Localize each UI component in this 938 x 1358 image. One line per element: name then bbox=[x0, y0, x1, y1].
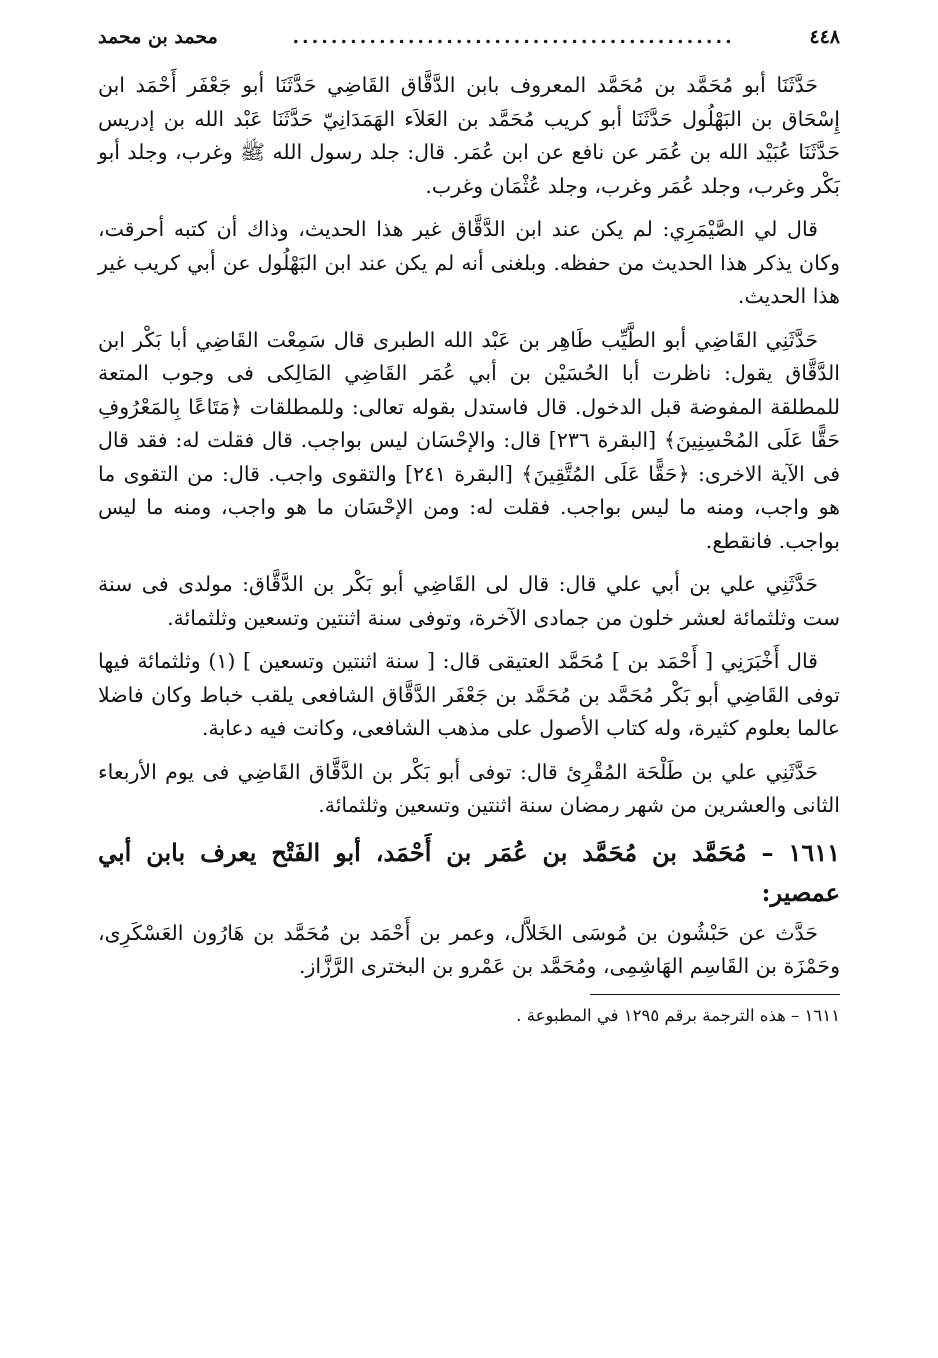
running-title: محمد بن محمد bbox=[98, 26, 218, 48]
paragraph-saymari-note: قال لي الصَّيْمَرِي: لم يكن عند ابن الدَّقَّاق غير هذا الحديث، وذاك أن كتبه أحرقت، وكان يذكر هذا الحديث من حفظه. وبلغنى أنه لم يكن عند ابن البَهْلُول عن أبي كريب غير هذا الحديث. bbox=[98, 217, 840, 308]
footnote-divider bbox=[590, 994, 840, 995]
footnote: ١٦١١ – هذه الترجمة برقم ١٢٩٥ في المطبوعة . bbox=[516, 1005, 840, 1025]
paragraph-death-date: حَدَّثَنِي علي بن طَلْحَة المُقْرِئ قال: توفى أبو بَكْر بن الدَّقَّاق القَاضِي فى يوم الأربعاء الثانى والعشرين من شهر رمضان سنة اثنتين وتسعين وثلثمائة. bbox=[98, 759, 840, 817]
paragraph-hadith-chain: حَدَّثَنَا أبو مُحَمَّد بن مُحَمَّد المعروف بابن الدَّقَّاق القَاضِي حَدَّثَنَا أبو جَعْفَر أَحْمَد ابن إِسْحَاق بن البَهْلُول حَدَّثَنَا أبو كريب مُحَمَّد بن العَلاَء الهَمَدَانِيّ حَدَّثَنَا عَبْد الله بن إدريس حَدَّثَنَا عُبَيْد الله بن عُمَر عن نافع عن ابن عُمَر. قال: جلد رسول الله ﷺ وغرب، وجلد أبو بَكْر وغرب، وجلد عُمَر وغرب، وجلد عُثْمَان وغرب. bbox=[98, 73, 840, 198]
page-number: ٤٤٨ bbox=[809, 26, 840, 48]
paragraph-debate: حَدَّثَنِي القَاضِي أبو الطَّيِّب طَاهِر بن عَبْد الله الطبرى قال سَمِعْت القَاضِي أبا بَكْر ابن الدَّقَّاق يقول: ناظرت أبا الحُسَيْن بن أبي عُمَر القَاضِي المَالِكى فى وجوب المتعة للمطلقة المفوضة قبل الدخول. قال فاستدل بقوله تعالى: وللمطلقات ﴿مَتَاعًا بِالمَعْرُوفِ حَقًّا عَلَى المُحْسِنِينَ﴾ [البقرة ٢٣٦] قال: والإحْسَان ليس بواجب. قال فقلت له: فقد قال فى الآية الاخرى: ﴿حَقًّا عَلَى المُتَّقِينَ﴾ [البقرة ٢٤١] والتقوى واجب. قال: من التقوى ما هو واجب، ومنه ما ليس بواجب. فقلت له: ومن الإحْسَان ما هو واجب، ومنه ما ليس بواجب. فانقطع. bbox=[98, 327, 841, 553]
entry-heading: ١٦١١ – مُحَمَّد بن مُحَمَّد بن عُمَر بن أَحْمَد، أبو الفَتْح يعرف بابن أبي عمصير: bbox=[98, 837, 840, 907]
entry-text: حَدَّث عن حَبْشُون بن مُوسَى الخَلاَّل، وعمر بن أَحْمَد بن مُحَمَّد بن هَارُون العَسْكَرِى، وحَمْزَة بن القَاسِم الهَاشِمِى، ومُحَمَّد بن عَمْرو بن البخترى الرَّزَّاز. bbox=[98, 920, 840, 978]
header-leader-dots: .............................................. bbox=[292, 26, 735, 48]
paragraph-birth-date: حَدَّثَنِي علي بن أبي علي قال: قال لى القَاضِي أبو بَكْر بن الدَّقَّاق: مولدى فى سنة ست وثلثمائة لعشر خلون من جمادى الآخرة، وتوفى سنة اثنتين وتسعين وثلثمائة. bbox=[98, 572, 840, 630]
page-header bbox=[98, 26, 840, 57]
paragraph-death-report: قال أَخْبَرَنِي [ أَحْمَد بن ] مُحَمَّد العتيقى قال: [ سنة اثنتين وتسعين ] (١) وثلثمائة فيها توفى القَاضِي أبو بَكْر مُحَمَّد بن مُحَمَّد بن جَعْفَر الدَّقَّاق الشافعى يلقب خباط وكان فاضلا عالما بعلوم كثيرة، وله كتاب الأصول على مذهب الشافعى، وكانت فيه دعابة. bbox=[98, 649, 840, 740]
